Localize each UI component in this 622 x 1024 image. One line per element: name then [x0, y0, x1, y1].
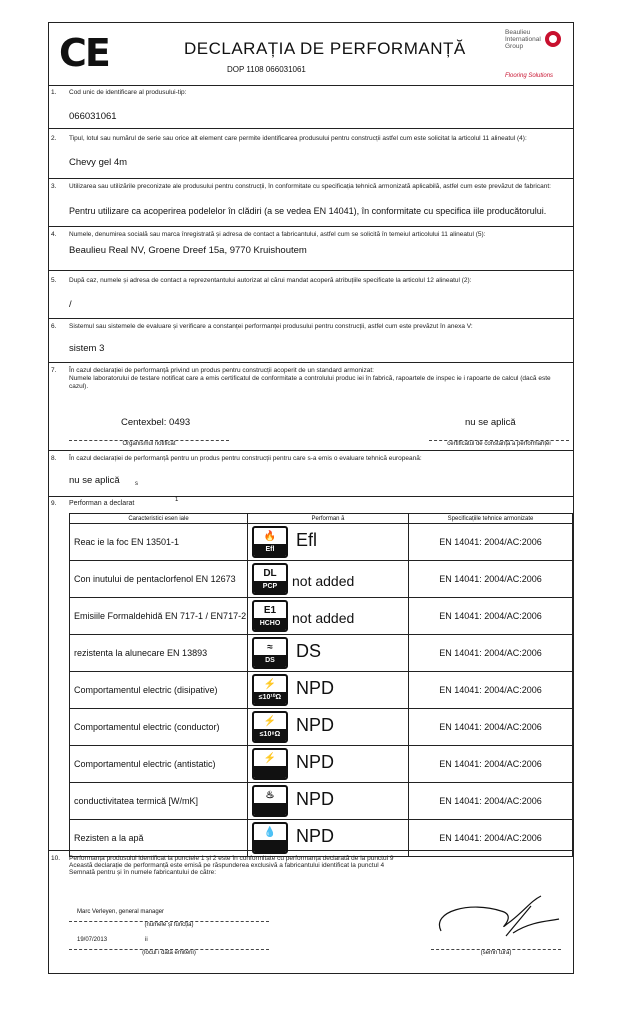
table-row	[70, 524, 573, 561]
performance-value: Efl	[296, 530, 318, 550]
table-row	[70, 672, 573, 709]
spec-cell: EN 14041: 2004/AC:2006	[409, 598, 573, 635]
performance-cell	[248, 635, 409, 672]
issue-date: 19/07/2013	[77, 937, 108, 943]
table-row	[70, 561, 573, 598]
section-number: 9.	[51, 500, 57, 507]
characteristic-cell: Comportamentul electric (antistatic)	[70, 746, 248, 783]
spec-cell: EN 14041: 2004/AC:2006	[409, 820, 573, 857]
section-label: În cazul declarației de performanță privind un produs pentru construcții acoperit de un standard armonizat:	[69, 367, 374, 374]
logo-line: Beaulieu	[505, 29, 531, 36]
characteristic-cell: conductivitatea termică [W/mK]	[70, 783, 248, 820]
table-row	[70, 709, 573, 746]
section-label: În cazul declarației de performanță pentru un produs pentru construcții pentru care s-a emis o evaluare tehnică europeană:	[69, 455, 422, 462]
icon-top: DL	[263, 568, 277, 579]
section-line: Semnată pentru și în numele fabricantului de către:	[69, 869, 217, 876]
ce-mark: CE	[59, 31, 109, 75]
performance-value: NPD	[296, 789, 335, 809]
section-6	[49, 319, 573, 363]
section-value: Pentru utilizare ca acoperirea podelelor în clădiri (a se vedea EN 14041), în conformitate cu specifica iile producătorului.	[69, 206, 547, 216]
section-label: Numele, denumirea socială sau marca înregistrată și adresa de contact a fabricantului, astfel cum se solicită în temeiul articolului 11 alineatul (5):	[69, 231, 486, 238]
icon-top: ♨	[265, 790, 275, 801]
document-header	[49, 23, 573, 86]
performance-icon	[252, 748, 288, 780]
icon-bottom: DS	[254, 655, 286, 667]
spec-cell: EN 14041: 2004/AC:2006	[409, 524, 573, 561]
section-label: Cod unic de identificare al produsului-tip:	[69, 89, 187, 96]
notified-body-value: Centexbel: 0493	[121, 417, 191, 428]
section-value: Chevy gel 4m	[69, 157, 128, 168]
page-title: DECLARAȚIA DE PERFORMANȚĂ	[184, 39, 466, 58]
table-row	[70, 746, 573, 783]
stray-mark: ii	[145, 937, 148, 943]
performance-cell	[248, 561, 409, 598]
performance-value: not added	[292, 573, 355, 589]
spec-cell: EN 14041: 2004/AC:2006	[409, 783, 573, 820]
icon-bottom: HCHO	[254, 618, 286, 630]
signature-caption: (semn tura)	[431, 949, 561, 956]
column-header: Specificațiile tehnice armonizate	[409, 514, 573, 524]
date-caption: (locul i data emiterii)	[69, 949, 269, 956]
signer-name: Marc Verleyen, general manager	[77, 909, 165, 915]
table-row	[70, 783, 573, 820]
icon-top: E1	[263, 605, 277, 616]
performance-value: not added	[292, 610, 355, 626]
icon-bottom: Efl	[254, 544, 286, 556]
spec-cell: EN 14041: 2004/AC:2006	[409, 635, 573, 672]
spec-cell: EN 14041: 2004/AC:2006	[409, 746, 573, 783]
column-header: Caracteristici esen iale	[70, 514, 248, 524]
section-number: 2.	[51, 135, 57, 142]
section-10	[49, 851, 573, 975]
column-header: Performan ă	[248, 514, 409, 524]
icon-bottom	[254, 766, 286, 778]
table-header-row	[70, 514, 573, 524]
section-8	[49, 451, 573, 497]
section-5	[49, 271, 573, 319]
section-number: 6.	[51, 323, 57, 330]
performance-cell	[248, 746, 409, 783]
logo-mark-icon	[545, 31, 561, 47]
performance-icon	[252, 563, 288, 595]
performance-icon	[252, 600, 288, 632]
performance-value: NPD	[296, 678, 335, 698]
spec-cell: EN 14041: 2004/AC:2006	[409, 672, 573, 709]
section-value: /	[69, 299, 72, 310]
characteristic-cell: Reac ie la foc EN 13501-1	[70, 524, 248, 561]
certificate-caption: certificatul de constanță a performanței	[429, 440, 569, 447]
section-1	[49, 85, 573, 129]
logo-line: International	[505, 36, 541, 43]
stray-mark: 1	[175, 497, 179, 503]
performance-icon	[252, 674, 288, 706]
section-4	[49, 227, 573, 271]
icon-bottom: PCP	[254, 581, 286, 593]
section-value: sistem 3	[69, 343, 105, 354]
icon-bottom: ≤10¹⁰Ω	[254, 692, 286, 704]
spec-cell: EN 14041: 2004/AC:2006	[409, 709, 573, 746]
dop-number: DOP 1108 066031061	[227, 65, 306, 74]
icon-bottom	[254, 803, 286, 815]
performance-value: DS	[296, 641, 322, 661]
performance-cell	[248, 783, 409, 820]
icon-top: ≈	[267, 642, 273, 653]
performance-icon	[252, 822, 288, 854]
spec-cell: EN 14041: 2004/AC:2006	[409, 561, 573, 598]
section-number: 1.	[51, 89, 57, 96]
performance-value: NPD	[296, 826, 335, 846]
notified-body-caption: Organismul notificat	[69, 440, 229, 447]
section-label: Sistemul sau sistemele de evaluare și verificare a constanței performanței produsului pentru construcții, astfel cum este prevăzut în anexa V:	[69, 323, 473, 330]
performance-cell	[248, 709, 409, 746]
section-7	[49, 363, 573, 451]
section-label: Performan a declarat	[69, 500, 135, 507]
section-number: 7.	[51, 367, 57, 374]
section-number: 5.	[51, 277, 57, 284]
performance-icon	[252, 637, 288, 669]
characteristic-cell: Comportamentul electric (disipative)	[70, 672, 248, 709]
section-number: 10.	[51, 855, 61, 862]
declaration-document	[48, 22, 574, 974]
characteristic-cell: rezistenta la alunecare EN 13893	[70, 635, 248, 672]
icon-top: 💧	[263, 827, 277, 838]
icon-top: ⚡	[263, 753, 277, 764]
section-value: Beaulieu Real NV, Groene Dreef 15a, 9770 Kruishoutem	[69, 245, 307, 256]
section-label: Numele laboratorului de testare notificat care a emis certificatul de conformitate a controlului produc iei în fabrică, rapoartele de inspec ie i rapoarte de calcul (dacă este cazul).	[69, 375, 551, 390]
performance-icon	[252, 711, 288, 743]
icon-top: ⚡	[263, 716, 277, 727]
characteristic-cell: Rezisten a la apă	[70, 820, 248, 857]
characteristic-cell: Comportamentul electric (conductor)	[70, 709, 248, 746]
section-2	[49, 129, 573, 179]
characteristic-cell: Con inutului de pentaclorfenol EN 12673	[70, 561, 248, 598]
performance-cell	[248, 598, 409, 635]
icon-top: 🔥	[263, 531, 277, 542]
section-3	[49, 179, 573, 227]
stray-mark: s	[135, 481, 138, 487]
section-number: 8.	[51, 455, 57, 462]
performance-icon	[252, 526, 288, 558]
company-logo	[505, 29, 569, 81]
signer-caption: (numele și funcția)	[69, 921, 269, 928]
section-number: 4.	[51, 231, 57, 238]
performance-table	[69, 513, 573, 857]
performance-cell	[248, 524, 409, 561]
certificate-value: nu se aplică	[465, 417, 516, 428]
performance-value: NPD	[296, 752, 335, 772]
performance-icon	[252, 785, 288, 817]
section-value: 066031061	[69, 111, 117, 122]
logo-tagline: Flooring Solutions	[505, 73, 554, 79]
icon-bottom: ≤10⁸Ω	[254, 729, 286, 741]
performance-value: NPD	[296, 715, 335, 735]
logo-line: Group	[505, 43, 524, 50]
section-label: Tipul, lotul sau numărul de serie sau orice alt element care permite identificarea produsului pentru construcții astfel cum este solicitat la articolul 11 alineatul (4):	[69, 135, 527, 142]
table-row	[70, 635, 573, 672]
icon-top: ⚡	[263, 679, 277, 690]
performance-cell	[248, 672, 409, 709]
section-label: Utilizarea sau utilizările preconizate ale produsului pentru construcții, în conformitate cu specificația tehnică armonizată aplicabilă, astfel cum este prevăzut de fabricant:	[69, 183, 551, 190]
section-value: nu se aplică	[69, 475, 120, 486]
signature-drawing	[431, 891, 561, 941]
characteristic-cell: Emisiile Formaldehidă EN 717-1 / EN717-2	[70, 598, 248, 635]
table-row	[70, 598, 573, 635]
section-line: Performanța produsului identificat la punctele 1 și 2 este în conformitate cu performanța declarată de la punctul 9	[69, 855, 394, 862]
section-line: Această declarație de performanță este emisă pe răspunderea exclusivă a fabricantului identificat la punctul 4	[69, 862, 385, 869]
section-label: După caz, numele și adresa de contact a reprezentantului autorizat al cărui mandat acoperă atribuțiile specificate la articolul 12 alineatul (2):	[69, 277, 472, 284]
section-number: 3.	[51, 183, 57, 190]
